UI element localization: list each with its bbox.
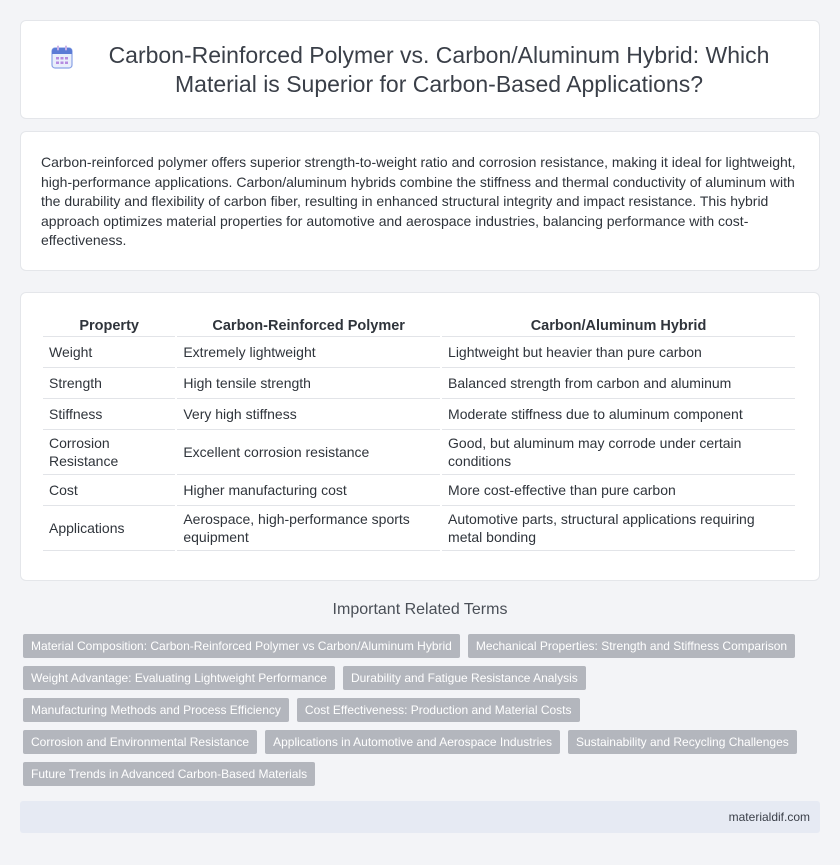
- column-header-property: Property: [43, 314, 175, 337]
- term-tag[interactable]: Sustainability and Recycling Challenges: [568, 730, 797, 754]
- table-cell: More cost-effective than pure carbon: [442, 475, 795, 506]
- table-row: [43, 368, 795, 399]
- term-tag[interactable]: Future Trends in Advanced Carbon-Based Materials: [23, 762, 315, 786]
- related-terms-heading: Important Related Terms: [332, 601, 508, 618]
- table-cell: High tensile strength: [177, 368, 440, 399]
- term-tag[interactable]: Mechanical Properties: Strength and Stiffness Comparison: [468, 634, 795, 658]
- table-cell: Balanced strength from carbon and aluminum: [442, 368, 795, 399]
- page-title: Carbon-Reinforced Polymer vs. Carbon/Aluminum Hybrid: Which Material is Superior for Carbon-Based Applications?: [108, 41, 770, 97]
- term-tag[interactable]: Manufacturing Methods and Process Efficiency: [23, 698, 289, 722]
- table-row: [43, 399, 795, 430]
- header-card: [20, 20, 820, 119]
- term-tag[interactable]: Material Composition: Carbon-Reinforced Polymer vs Carbon/Aluminum Hybrid: [23, 634, 460, 658]
- table-row: [43, 506, 795, 551]
- column-header-carbon-reinforced-polymer: Carbon-Reinforced Polymer: [177, 314, 440, 337]
- table-cell: Stiffness: [43, 399, 175, 430]
- table-cell: Extremely lightweight: [177, 337, 440, 368]
- comparison-table: [41, 314, 797, 551]
- term-tag[interactable]: Applications in Automotive and Aerospace Industries: [265, 730, 560, 754]
- table-cell: Lightweight but heavier than pure carbon: [442, 337, 795, 368]
- footer-site-link[interactable]: materialdif.com: [728, 810, 810, 824]
- table-cell: Good, but aluminum may corrode under certain conditions: [442, 430, 795, 475]
- related-terms-list: [23, 634, 823, 794]
- table-cell: Higher manufacturing cost: [177, 475, 440, 506]
- table-cell: Moderate stiffness due to aluminum component: [442, 399, 795, 430]
- intro-paragraph: Carbon-reinforced polymer offers superior strength-to-weight ratio and corrosion resistance, making it ideal for lightweight, high-performance applications. Carbon/aluminum hybrids combine the stiffness and thermal conductivity of aluminum with the durability and flexibility of carbon fiber, resulting in enhanced structural integrity and impact resistance. This hybrid approach optimizes material properties for automotive and aerospace industries, balancing performance with cost-effectiveness.: [41, 154, 796, 248]
- table-cell: Excellent corrosion resistance: [177, 430, 440, 475]
- table-row: [43, 475, 795, 506]
- comparison-table-card: [20, 292, 820, 581]
- term-tag[interactable]: Durability and Fatigue Resistance Analysis: [343, 666, 586, 690]
- table-cell: Applications: [43, 506, 175, 551]
- calendar-icon: [51, 45, 73, 69]
- table-cell: Automotive parts, structural applications requiring metal bonding: [442, 506, 795, 551]
- intro-card: [20, 131, 820, 271]
- table-cell: Corrosion Resistance: [43, 430, 175, 475]
- term-tag[interactable]: Cost Effectiveness: Production and Material Costs: [297, 698, 580, 722]
- term-tag[interactable]: Weight Advantage: Evaluating Lightweight Performance: [23, 666, 335, 690]
- table-cell: Strength: [43, 368, 175, 399]
- header: [21, 41, 819, 99]
- table-row: [43, 337, 795, 368]
- table-row: [43, 430, 795, 475]
- table-cell: Cost: [43, 475, 175, 506]
- term-tag[interactable]: Corrosion and Environmental Resistance: [23, 730, 257, 754]
- footer-bar: [20, 801, 820, 833]
- column-header-carbon-aluminum-hybrid: Carbon/Aluminum Hybrid: [442, 314, 795, 337]
- table-header-row: [43, 314, 795, 337]
- table-cell: Very high stiffness: [177, 399, 440, 430]
- table-cell: Aerospace, high-performance sports equipment: [177, 506, 440, 551]
- table-cell: Weight: [43, 337, 175, 368]
